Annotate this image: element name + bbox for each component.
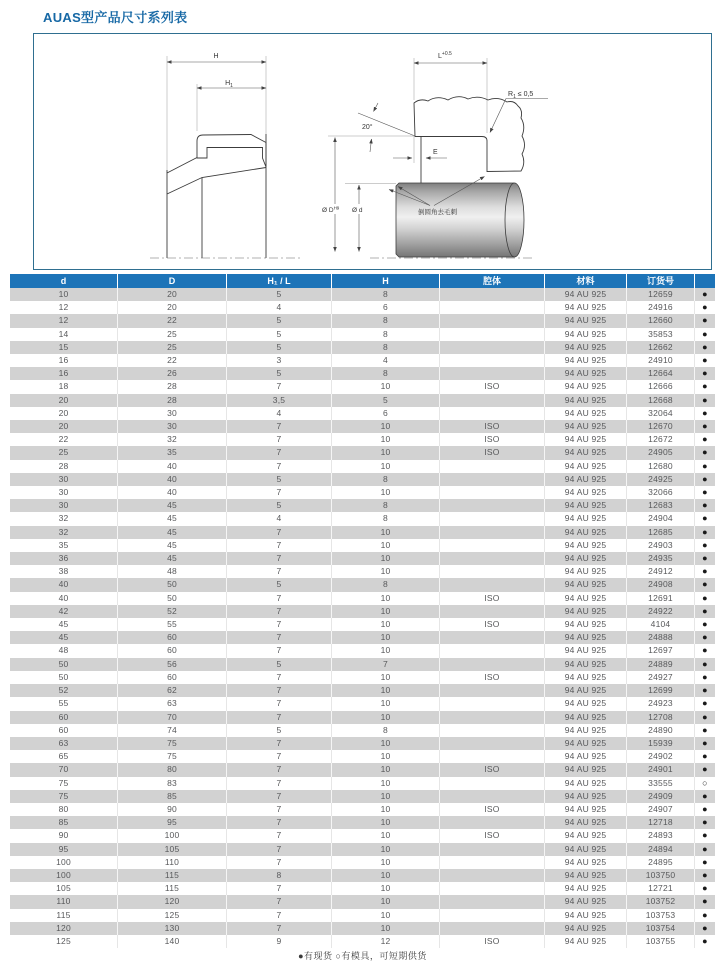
table-row: 15 25 5 8 94 AU 925 12662 ● (10, 341, 715, 354)
seal-profile-view (150, 53, 300, 258)
table-row: 120 130 7 10 94 AU 925 103754 ● (10, 922, 715, 935)
table-row: 80 90 7 10 ISO 94 AU 925 24907 ● (10, 803, 715, 816)
table-row: 85 95 7 10 94 AU 925 12718 ● (10, 816, 715, 829)
table-row: 45 60 7 10 94 AU 925 24888 ● (10, 631, 715, 644)
table-row: 38 48 7 10 94 AU 925 24912 ● (10, 565, 715, 578)
table-row: 30 40 5 8 94 AU 925 24925 ● (10, 473, 715, 486)
table-row: 63 75 7 10 94 AU 925 15939 ● (10, 737, 715, 750)
table-row: 25 35 7 10 ISO 94 AU 925 24905 ● (10, 446, 715, 459)
col-header-material: 材料 (545, 274, 627, 288)
radius-leader (490, 99, 506, 133)
table-row: 100 110 7 10 94 AU 925 24895 ● (10, 856, 715, 869)
table-row: 20 30 4 6 94 AU 925 32064 ● (10, 407, 715, 420)
dim-label-diaD: Ø $D^{H9}$ (322, 205, 340, 214)
table-row: 32 45 4 8 94 AU 925 24904 ● (10, 512, 715, 525)
table-row: 70 80 7 10 ISO 94 AU 925 24901 ● (10, 763, 715, 776)
shaft-end (505, 183, 524, 257)
col-header-H: H (332, 274, 440, 288)
table-row: 20 28 3,5 5 94 AU 925 12668 ● (10, 394, 715, 407)
table-row: 50 56 5 7 94 AU 925 24889 ● (10, 658, 715, 671)
table-row: 48 60 7 10 94 AU 925 12697 ● (10, 644, 715, 657)
page-title: AUAS型产品尺寸系列表 (43, 10, 188, 25)
table-row: 28 40 7 10 94 AU 925 12680 ● (10, 460, 715, 473)
table-row: 50 60 7 10 ISO 94 AU 925 24927 ● (10, 671, 715, 684)
table-row: 20 30 7 10 ISO 94 AU 925 12670 ● (10, 420, 715, 433)
table-row: 16 22 3 4 94 AU 925 24910 ● (10, 354, 715, 367)
dim-label-diad: Ø d (352, 207, 363, 214)
table-row: 60 74 5 8 94 AU 925 24890 ● (10, 724, 715, 737)
availability-legend: ●有现货 ○有模具，可短期供货 (298, 951, 427, 961)
table-row: 125 140 9 12 ISO 94 AU 925 103755 ● (10, 935, 715, 948)
housing-section (414, 97, 525, 172)
table-row: 45 55 7 10 ISO 94 AU 925 4104 ● (10, 618, 715, 631)
table-row: 16 26 5 8 94 AU 925 12664 ● (10, 367, 715, 380)
table-row: 42 52 7 10 94 AU 925 24922 ● (10, 605, 715, 618)
table-row: 55 63 7 10 94 AU 925 24923 ● (10, 697, 715, 710)
seal-body-edge (167, 168, 266, 195)
table-row: 60 70 7 10 94 AU 925 12708 ● (10, 711, 715, 724)
table-row: 12 20 4 6 94 AU 925 24916 ● (10, 301, 715, 314)
groove-installation-view (321, 51, 548, 258)
seal-groove-drawing (34, 34, 711, 269)
dim-label-H1: $H_1$ (225, 80, 233, 89)
table-row: 115 125 7 10 94 AU 925 103753 ● (10, 909, 715, 922)
table-row: 40 50 5 8 94 AU 925 24908 ● (10, 578, 715, 591)
table-row: 75 85 7 10 94 AU 925 24909 ● (10, 790, 715, 803)
size-table-body (10, 288, 715, 948)
col-header-cavity: 腔体 (440, 274, 545, 288)
dim-label-angle: 20° (362, 124, 373, 131)
table-row: 18 28 7 10 ISO 94 AU 925 12666 ● (10, 380, 715, 393)
table-row: 110 120 7 10 94 AU 925 103752 ● (10, 895, 715, 908)
table-row: 105 115 7 10 94 AU 925 12721 ● (10, 882, 715, 895)
col-header-order-no: 订货号 (627, 274, 695, 288)
table-row: 10 20 5 8 94 AU 925 12659 ● (10, 288, 715, 301)
table-row: 14 25 5 8 94 AU 925 35853 ● (10, 328, 715, 341)
table-row: 52 62 7 10 94 AU 925 12699 ● (10, 684, 715, 697)
dim-label-E: E (433, 149, 438, 156)
table-row: 40 50 7 10 ISO 94 AU 925 12691 ● (10, 592, 715, 605)
table-row: 100 115 8 10 94 AU 925 103750 ● (10, 869, 715, 882)
table-row: 36 45 7 10 94 AU 925 24935 ● (10, 552, 715, 565)
col-header-H1L: H₁ / L (227, 274, 332, 288)
table-row: 22 32 7 10 ISO 94 AU 925 12672 ● (10, 433, 715, 446)
table-row: 12 22 5 8 94 AU 925 12660 ● (10, 314, 715, 327)
table-row: 65 75 7 10 94 AU 925 24902 ● (10, 750, 715, 763)
table-row: 35 45 7 10 94 AU 925 24903 ● (10, 539, 715, 552)
seal-lip-section (197, 135, 266, 168)
table-row: 90 100 7 10 ISO 94 AU 925 24893 ● (10, 829, 715, 842)
seal-body-edge (167, 158, 197, 174)
col-header-D: D (118, 274, 227, 288)
table-header-row (10, 274, 715, 288)
shaft-body (396, 183, 514, 257)
technical-drawing-panel (33, 33, 712, 270)
col-header-availability (695, 274, 715, 288)
table-row: 75 83 7 10 94 AU 925 33555 ○ (10, 777, 715, 790)
table-row: 30 45 5 8 94 AU 925 12683 ● (10, 499, 715, 512)
size-series-table (10, 274, 715, 948)
dim-label-L: $L^{+0.5}$ (438, 51, 452, 60)
table-row: 32 45 7 10 94 AU 925 12685 ● (10, 526, 715, 539)
table-row: 30 40 7 10 94 AU 925 32066 ● (10, 486, 715, 499)
dim-label-H: H (213, 53, 219, 60)
col-header-d: d (10, 274, 118, 288)
table-row: 95 105 7 10 94 AU 925 24894 ● (10, 843, 715, 856)
deburr-note: 倒圆角去毛刺 (418, 209, 457, 216)
dim-label-R1: $R_1 \le 0,5$ (508, 91, 534, 100)
